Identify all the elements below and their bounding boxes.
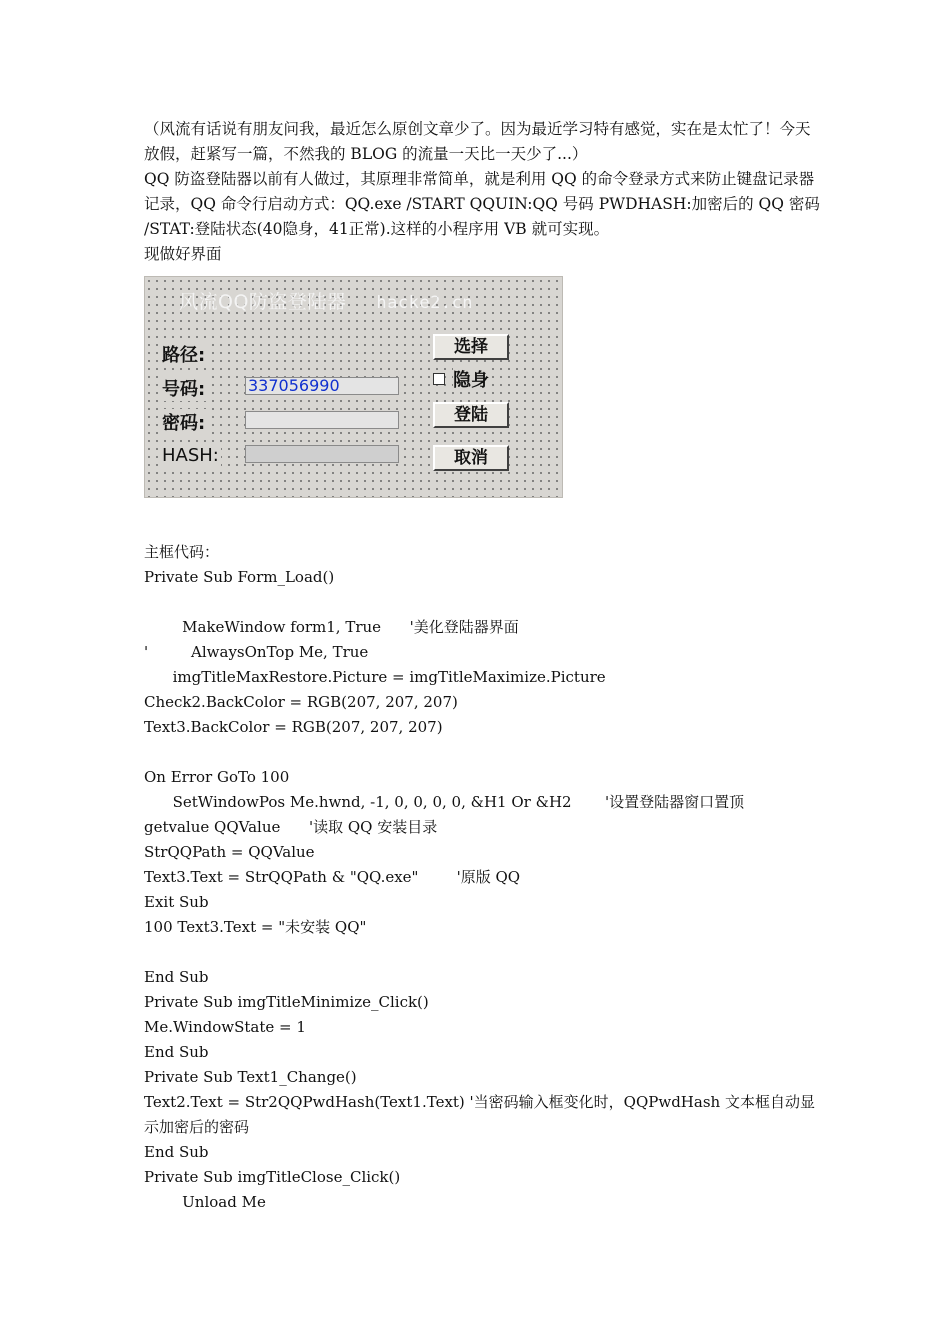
- cancel-button[interactable]: 取消: [433, 445, 509, 471]
- code-line: ' AlwaysOnTop Me, True: [144, 643, 369, 661]
- code-line: On Error GoTo 100: [144, 768, 290, 786]
- hash-label: HASH:: [162, 445, 219, 466]
- code-line: [144, 590, 824, 615]
- code-line: 100 Text3.Text = "未安装 QQ": [144, 918, 367, 936]
- code-line: Private Sub imgTitleMinimize_Click(): [144, 993, 429, 1011]
- code-line: Text3.BackColor = RGB(207, 207, 207): [144, 718, 443, 736]
- form-site: hacke2.cn: [376, 293, 474, 313]
- password-field[interactable]: [245, 411, 399, 429]
- code-line: Private Sub Form_Load(): [144, 568, 335, 586]
- hidden-label: 隐身: [453, 366, 489, 392]
- code-line: Private Sub imgTitleClose_Click(): [144, 1168, 401, 1186]
- login-form-screenshot: [144, 276, 563, 498]
- code-line: Check2.BackColor = RGB(207, 207, 207): [144, 693, 458, 711]
- intro-text: [144, 117, 820, 267]
- form-title: [179, 287, 473, 314]
- path-field[interactable]: [245, 343, 399, 361]
- qq-number-field[interactable]: 337056990: [245, 377, 399, 395]
- code-line: End Sub: [144, 1043, 209, 1061]
- code-line: imgTitleMaxRestore.Picture = imgTitleMaximize.Picture: [144, 668, 606, 686]
- qq-label: 号码:: [160, 375, 207, 401]
- hidden-checkbox[interactable]: [433, 373, 445, 385]
- code-line: End Sub: [144, 968, 209, 986]
- code-line: 主框代码：: [144, 543, 220, 561]
- code-line: Me.WindowState = 1: [144, 1018, 306, 1036]
- code-line: SetWindowPos Me.hwnd, -1, 0, 0, 0, 0, &H1 Or &H2 '设置登陆器窗口置顶: [144, 793, 745, 811]
- code-line: [144, 740, 824, 765]
- login-button[interactable]: 登陆: [433, 402, 509, 428]
- code-block: [144, 540, 824, 1215]
- code-line: getvalue QQValue '读取 QQ 安装目录: [144, 818, 438, 836]
- code-line: Exit Sub: [144, 893, 209, 911]
- path-label: 路径:: [160, 341, 207, 367]
- intro-paragraph: （风流有话说有朋友问我，最近怎么原创文章少了。因为最近学习特有感觉，实在是太忙了！今天放假，赶紧写一篇，不然我的 BLOG 的流量一天比一天少了...）: [144, 120, 811, 163]
- intro-paragraph: 现做好界面: [144, 245, 222, 263]
- code-line: Text3.Text = StrQQPath & "QQ.exe" '原版 QQ: [144, 868, 521, 886]
- code-line: Unload Me: [144, 1193, 266, 1211]
- code-line: Text2.Text = Str2QQPwdHash(Text1.Text) '当密码输入框变化时，QQPwdHash 文本框自动显示加密后的密码: [144, 1093, 815, 1136]
- choose-button[interactable]: 选择: [433, 334, 509, 360]
- code-line: End Sub: [144, 1143, 209, 1161]
- form-title-text: 风流QQ防盗登陆器: [179, 291, 347, 313]
- code-line: MakeWindow form1, True '美化登陆器界面: [144, 618, 519, 636]
- intro-paragraph: QQ 防盗登陆器以前有人做过，其原理非常简单，就是利用 QQ 的命令登录方式来防止键盘记录器记录，QQ 命令行启动方式：QQ.exe /START QQUIN:QQ 号码 PWDHASH:加密后的 QQ 密码 /STAT:登陆状态(40隐身，41正常).这样的小程序用 VB 就可实现。: [144, 170, 820, 238]
- hash-field[interactable]: [245, 445, 399, 463]
- code-line: StrQQPath = QQValue: [144, 843, 315, 861]
- code-line: [144, 940, 824, 965]
- code-line: Private Sub Text1_Change(): [144, 1068, 357, 1086]
- password-label: 密码:: [160, 409, 207, 435]
